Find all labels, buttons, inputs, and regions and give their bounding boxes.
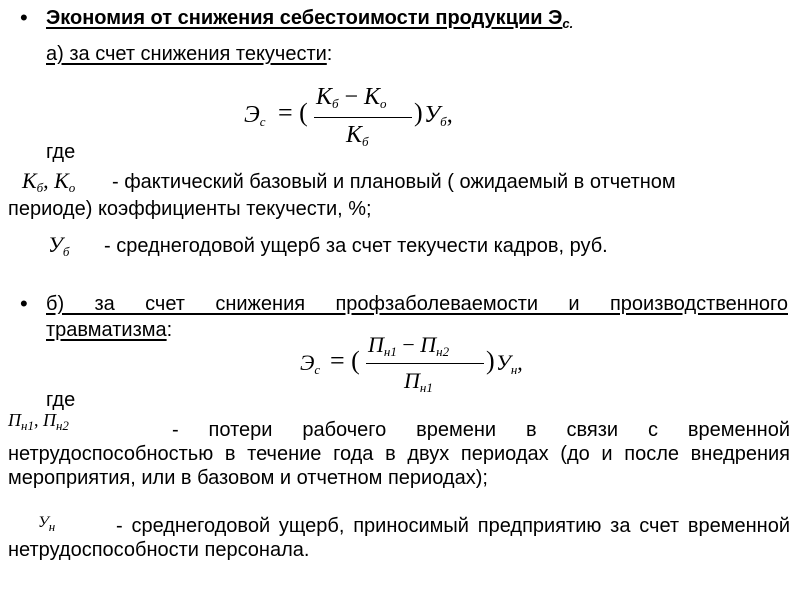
formula-b-num-p1: П <box>368 332 384 357</box>
def-a1-line2: периоде) коэффициенты текучести, %; <box>8 198 372 220</box>
def-b1-sym1-sub: н1 <box>21 418 34 433</box>
formula-a-close: ) <box>414 98 423 127</box>
formula-b-den-sub: н1 <box>419 380 433 395</box>
formula-a-fraction-bar <box>314 117 412 118</box>
formula-a-tail-symbol: У <box>424 102 441 128</box>
formula-a-num-k2: К <box>364 84 380 110</box>
formula-b-minus: − <box>402 332 415 357</box>
formula-b-lhs-sub: с <box>314 362 321 377</box>
def-a1-sym1-sub: б <box>36 180 44 195</box>
formula-b-tail-sub: н <box>510 362 518 377</box>
bullet-marker: • <box>20 291 28 316</box>
formula-a-eq: = ( <box>278 98 308 127</box>
formula-a-num-k1: К <box>316 84 332 110</box>
def-b2-sym: У <box>38 514 49 531</box>
formula-a-tail <box>424 102 453 130</box>
def-b1-sym2: П <box>42 410 56 430</box>
formula-b-close: ) <box>486 346 495 375</box>
formula-a-tail-sub: б <box>440 114 447 129</box>
def-b1-sym1: П <box>8 410 21 430</box>
formula-b-tail-symbol: У <box>496 350 511 375</box>
formula-a-lhs-sub: с <box>259 114 266 129</box>
def-a2-symbol <box>48 232 69 260</box>
def-a2-sym-sub: б <box>62 244 70 259</box>
formula-b-num-p1-sub: н1 <box>383 344 397 359</box>
def-b1-text: - потери рабочего времени в связи с временной нетрудоспособностью в течение года в двух периодах (до и после внедрения мероприятия, или в базовом и отчетном периодах); <box>8 419 790 489</box>
section-a-subtitle <box>46 42 332 66</box>
section-a-title-sub: с. <box>562 16 574 31</box>
formula-b-den-symbol: П <box>404 368 420 393</box>
def-a1-symbols: $К_б$, $К_о$ <box>22 168 76 195</box>
section-b-line2-text: травматизма <box>46 319 167 341</box>
formula-b-denominator <box>404 368 433 396</box>
section-b-where: где <box>46 389 76 411</box>
formula-a-den-symbol: К <box>346 122 362 148</box>
def-a2-sym: У <box>48 232 63 257</box>
formula-a-den-sub: б <box>361 134 369 149</box>
formula-a-minus: − <box>344 84 359 110</box>
formula-b-num-p2-sub: н2 <box>436 344 450 359</box>
formula-a <box>244 84 484 154</box>
formula-a-numerator <box>316 84 386 112</box>
section-a-subtitle-tail: : <box>326 43 333 65</box>
section-a-where: где <box>46 141 76 163</box>
formula-b-lhs <box>300 350 320 378</box>
def-b1-sym2-sub: н2 <box>55 418 69 433</box>
formula-b-tail <box>496 350 523 378</box>
section-a-subtitle-text: а) за счет снижения текучести <box>46 43 327 65</box>
def-a1-sym2: К <box>54 168 69 193</box>
formula-b-fraction-bar <box>366 363 484 364</box>
formula-a-denominator <box>346 122 368 150</box>
formula-a-lhs-symbol: Э <box>244 102 260 128</box>
section-a-title-text: Экономия от снижения себестоимости продукции Э <box>46 7 563 29</box>
def-b2-sym-sub: н <box>48 519 56 534</box>
formula-b-numerator <box>368 332 449 360</box>
formula-b <box>300 332 550 398</box>
formula-a-lhs <box>244 102 266 130</box>
formula-a-num-k2-sub: о <box>379 96 387 111</box>
def-b1-symbols: $П_{н1}$, $П_{н2}$ <box>8 410 69 433</box>
section-b-line1: б) за счет снижения профзаболеваемости и производственного <box>46 293 788 315</box>
bullet-marker: • <box>20 5 28 30</box>
formula-a-num-k1-sub: б <box>331 96 339 111</box>
formula-b-num-p2: П <box>420 332 437 357</box>
def-b2-text: - среднегодовой ущерб, приносимый предприятию за счет временной нетрудоспособности персонала. <box>8 515 790 561</box>
def-a1-line1: - фактический базовый и плановый ( ожидаемый в отчетном <box>112 171 676 193</box>
formula-b-lhs-symbol: Э <box>300 350 315 375</box>
def-a1-sym2-sub: о <box>68 180 76 195</box>
formula-b-comma: , <box>517 350 523 375</box>
section-a-title <box>46 6 573 36</box>
section-b-line2-tail: : <box>166 319 173 341</box>
formula-b-eq: = ( <box>330 346 360 375</box>
formula-a-comma: , <box>446 102 453 128</box>
section-b-line2 <box>46 318 172 342</box>
def-a1-sym1: К <box>22 168 37 193</box>
def-a2-text: - среднегодовой ущерб за счет текучести кадров, руб. <box>104 235 608 257</box>
